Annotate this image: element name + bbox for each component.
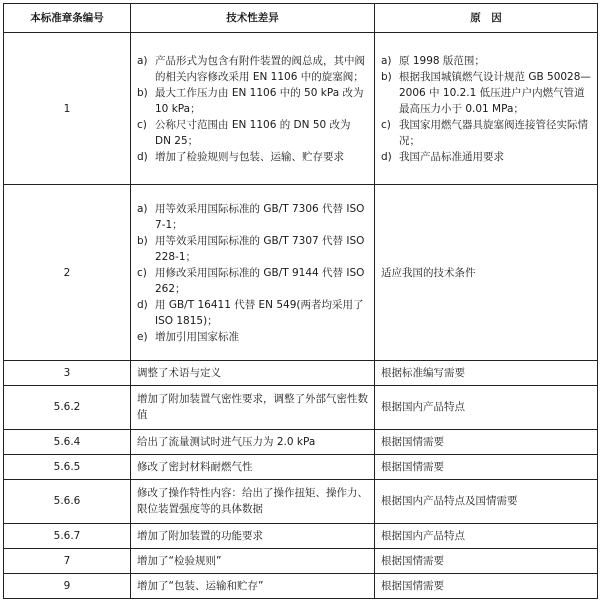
list-text: 最大工作压力由 EN 1106 中的 50 kPa 改为 10 kPa； [155, 86, 364, 115]
list-marker: c) [381, 118, 391, 131]
list-marker: e) [137, 330, 148, 343]
list-marker: a) [137, 54, 148, 67]
header-reason: 原 因 [375, 4, 598, 33]
list-text: 公称尺寸范围由 EN 1106 的 DN 50 改为 DN 25； [155, 118, 351, 147]
difference-cell [131, 33, 375, 185]
table-row [4, 573, 598, 598]
clause-number-cell: 3 [4, 361, 131, 386]
list-item [381, 53, 591, 69]
list-item [137, 329, 368, 345]
clause-number-cell: 2 [4, 185, 131, 361]
list-item [137, 233, 368, 265]
difference-cell: 给出了流量测试时进气压力为 2.0 kPa [131, 430, 375, 455]
list-item [137, 149, 368, 165]
list-marker: d) [381, 150, 392, 163]
clause-number-cell: 5.6.5 [4, 454, 131, 479]
differences-table [3, 3, 598, 599]
list-text: 原 1998 版范围； [399, 54, 485, 67]
reason-cell: 根据国内产品特点 [375, 385, 598, 429]
list-marker: b) [137, 86, 148, 99]
list-text: 用等效采用国际标准的 GB/T 7306 代替 ISO 7-1； [155, 202, 365, 231]
clause-number-cell: 5.6.2 [4, 385, 131, 429]
reason-cell: 根据国情需要 [375, 548, 598, 573]
reason-cell: 根据国内产品特点 [375, 523, 598, 548]
list-text: 根据我国城镇燃气设计规范 GB 50028—2006 中 10.2.1 低压进户户内燃气管道最高压力小于 0.01 MPa； [399, 70, 591, 115]
list-text: 用等效采用国际标准的 GB/T 7307 代替 ISO 228-1； [155, 234, 365, 263]
table-row [4, 185, 598, 361]
header-clause-number: 本标准章条编号 [4, 4, 131, 33]
list-text: 增加引用国家标准 [155, 330, 239, 343]
clause-number-cell: 5.6.4 [4, 430, 131, 455]
difference-cell: 增加了“检验规则” [131, 548, 375, 573]
header-row [4, 4, 598, 33]
list-text: 用 GB/T 16411 代替 EN 549(两者均采用了 ISO 1815)； [155, 298, 364, 327]
list-item [137, 297, 368, 329]
list-marker: d) [137, 150, 148, 163]
table-row [4, 479, 598, 523]
table-row [4, 454, 598, 479]
clause-number-cell: 1 [4, 33, 131, 185]
clause-number-cell: 5.6.7 [4, 523, 131, 548]
list-text: 我国家用燃气器具旋塞阀连接管径实际情况； [399, 118, 588, 147]
difference-cell: 增加了“包装、运输和贮存” [131, 573, 375, 598]
reason-cell: 根据国情需要 [375, 430, 598, 455]
difference-cell: 修改了密封材料耐燃气性 [131, 454, 375, 479]
table-row [4, 430, 598, 455]
reason-cell [375, 33, 598, 185]
header-technical-difference: 技术性差异 [131, 4, 375, 33]
reason-cell: 根据国情需要 [375, 454, 598, 479]
list-text: 增加了检验规则与包装、运输、贮存要求 [155, 150, 344, 163]
list-marker: a) [137, 202, 148, 215]
difference-cell: 修改了操作特性内容：给出了操作扭矩、操作力、限位装置强度等的具体数据 [131, 479, 375, 523]
reason-cell: 根据标准编写需要 [375, 361, 598, 386]
list-marker: b) [137, 234, 148, 247]
list-item [137, 201, 368, 233]
list-marker: c) [137, 118, 147, 131]
list-marker: d) [137, 298, 148, 311]
table-row [4, 548, 598, 573]
list-marker: b) [381, 70, 392, 83]
difference-cell [131, 185, 375, 361]
reason-cell: 根据国情需要 [375, 573, 598, 598]
difference-cell: 增加了附加装置气密性要求，调整了外部气密性数值 [131, 385, 375, 429]
clause-number-cell: 5.6.6 [4, 479, 131, 523]
clause-number-cell: 7 [4, 548, 131, 573]
table-row [4, 33, 598, 185]
list-item [381, 117, 591, 149]
list-text: 我国产品标准通用要求 [399, 150, 504, 163]
list-item [381, 69, 591, 117]
list-item [137, 85, 368, 117]
list-item [137, 53, 368, 85]
list-marker: a) [381, 54, 392, 67]
difference-cell: 调整了术语与定义 [131, 361, 375, 386]
list-item [381, 149, 591, 165]
list-text: 产品形式为包含有附件装置的阀总成，其中阀的相关内容修改采用 EN 1106 中的旋塞阀； [155, 54, 365, 83]
list-marker: c) [137, 266, 147, 279]
reason-cell: 根据国内产品特点及国情需要 [375, 479, 598, 523]
clause-number-cell: 9 [4, 573, 131, 598]
list-text: 用修改采用国际标准的 GB/T 9144 代替 ISO 262； [155, 266, 365, 295]
list-item [137, 117, 368, 149]
list-item [137, 265, 368, 297]
difference-cell: 增加了附加装置的功能要求 [131, 523, 375, 548]
table-row [4, 523, 598, 548]
table-row [4, 385, 598, 429]
reason-cell: 适应我国的技术条件 [375, 185, 598, 361]
table-row [4, 361, 598, 386]
